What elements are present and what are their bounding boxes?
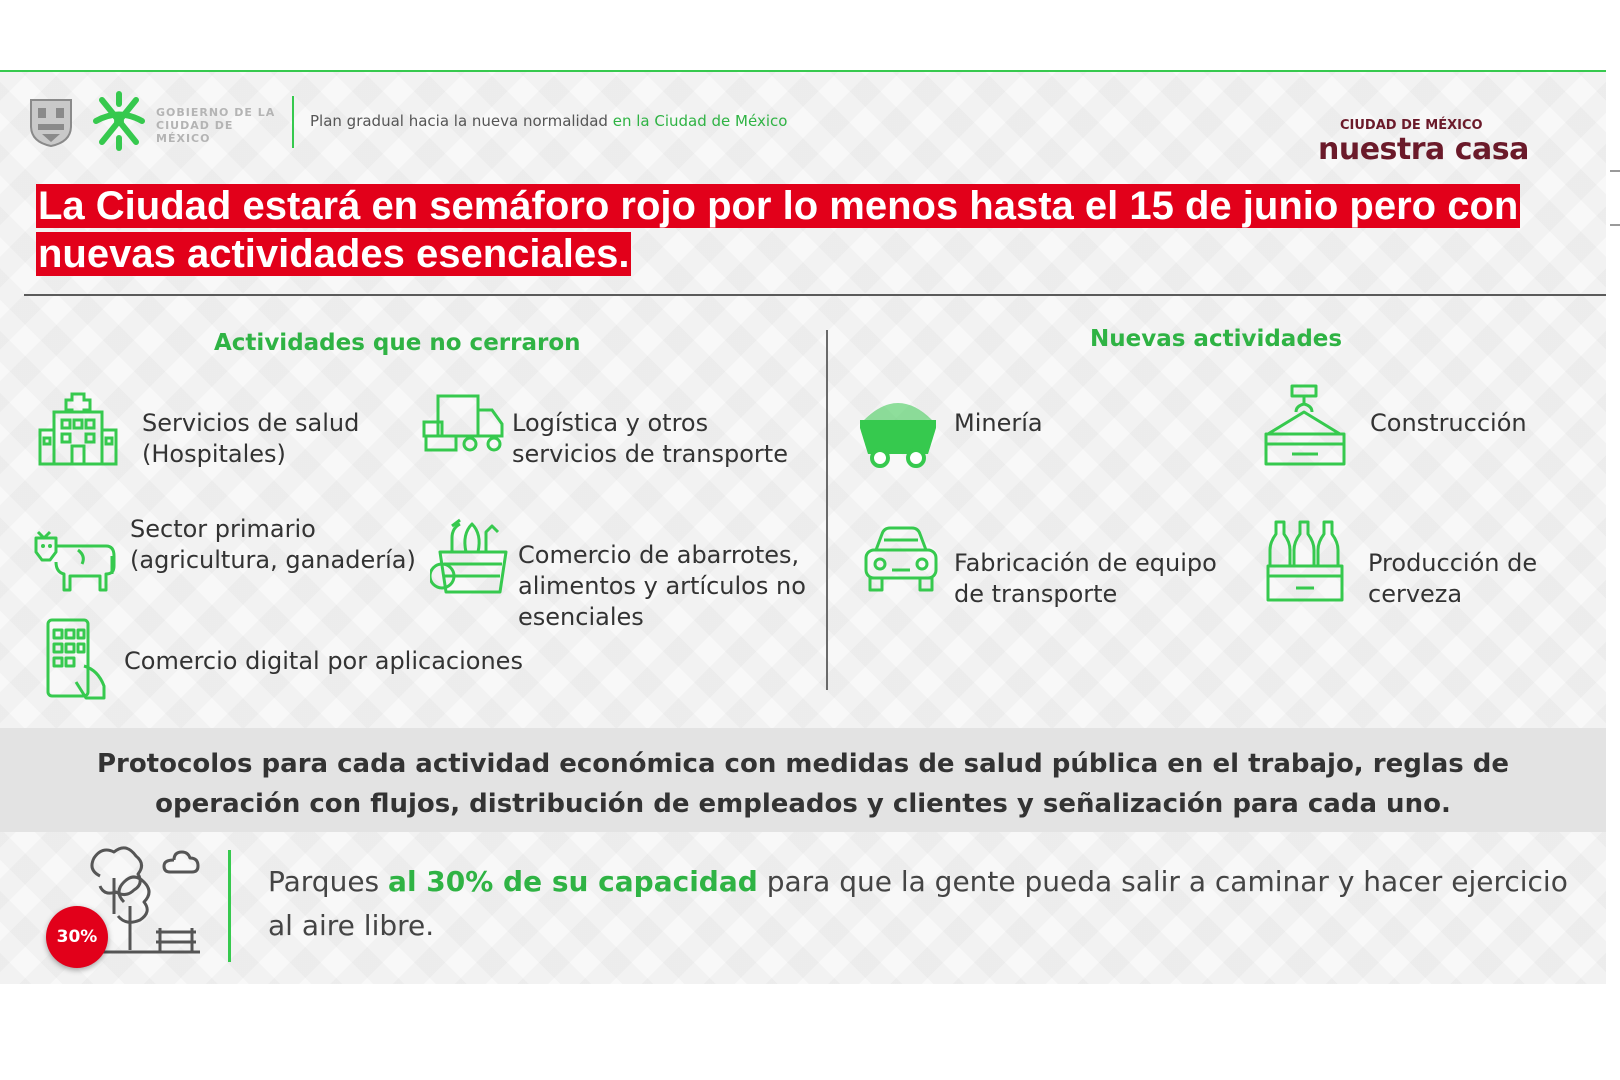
activity-label: Producción de cerveza bbox=[1368, 549, 1538, 608]
parks-divider bbox=[228, 850, 231, 962]
grocery-basket-icon bbox=[430, 512, 512, 596]
mine-cart-icon bbox=[856, 390, 940, 470]
coat-of-arms-icon bbox=[28, 96, 74, 148]
protocol-band bbox=[0, 728, 1606, 832]
brand-city-name: CIUDAD DE MÉXICO bbox=[1340, 118, 1483, 133]
edge-tick bbox=[1610, 224, 1620, 226]
cdmx-logo-icon bbox=[90, 90, 148, 152]
hospital-icon bbox=[38, 390, 118, 466]
protocol-text: Protocolos para cada actividad económica con medidas de salud pública en el trabajo, reglas de operación con flujos, distribución de empleados y clientes y señalización para cada uno. bbox=[96, 749, 1510, 819]
activity-label: Servicios de salud (Hospitales) bbox=[142, 409, 360, 468]
plan-title bbox=[310, 112, 787, 130]
activity-label: Sector primario (agricultura, ganadería) bbox=[130, 515, 416, 574]
right-section-title: Nuevas actividades bbox=[1090, 326, 1343, 352]
headline bbox=[36, 182, 1606, 278]
delivery-truck-icon bbox=[422, 392, 506, 458]
activity-label: Minería bbox=[954, 409, 1043, 437]
activity-label: Construcción bbox=[1370, 409, 1527, 437]
brand-slogan: nuestra casa bbox=[1318, 132, 1529, 167]
plan-title-highlight: en la Ciudad de México bbox=[612, 112, 788, 130]
plan-title-text: Plan gradual hacia la nueva normalidad bbox=[310, 112, 608, 130]
edge-tick bbox=[1610, 170, 1620, 172]
government-name: GOBIERNO DE LA CIUDAD DE MÉXICO bbox=[156, 106, 276, 145]
header-divider bbox=[292, 96, 294, 148]
infographic-slide bbox=[0, 70, 1606, 984]
activity-label: Fabricación de equipo de transporte bbox=[954, 549, 1217, 608]
smartphone-app-icon bbox=[44, 618, 110, 700]
page-right-edge bbox=[1606, 0, 1620, 1080]
parks-text bbox=[268, 860, 1568, 948]
activity-label: Comercio digital por aplicaciones bbox=[124, 647, 523, 675]
crane-hook-icon bbox=[1262, 384, 1348, 468]
beer-crate-icon bbox=[1266, 518, 1344, 602]
activity-label: Logística y otros servicios de transporte bbox=[512, 409, 788, 468]
left-section-title: Actividades que no cerraron bbox=[214, 330, 581, 356]
column-divider bbox=[826, 330, 828, 690]
headline-rule bbox=[24, 294, 1606, 296]
capacity-badge: 30% bbox=[46, 906, 108, 968]
headline-text: La Ciudad estará en semáforo rojo por lo menos hasta el 15 de junio pero con nuevas actividades esenciales. bbox=[38, 184, 1519, 276]
cow-icon bbox=[32, 522, 118, 594]
parks-text-start: Parques bbox=[268, 865, 389, 898]
activity-label: Comercio de abarrotes, alimentos y artículos no esenciales bbox=[518, 541, 806, 631]
car-icon bbox=[862, 526, 940, 596]
parks-capacity-highlight: al 30% de su capacidad bbox=[388, 865, 758, 898]
parks-text-end: para que la gente pueda salir a caminar y hacer ejercicio al aire libre. bbox=[268, 865, 1568, 942]
